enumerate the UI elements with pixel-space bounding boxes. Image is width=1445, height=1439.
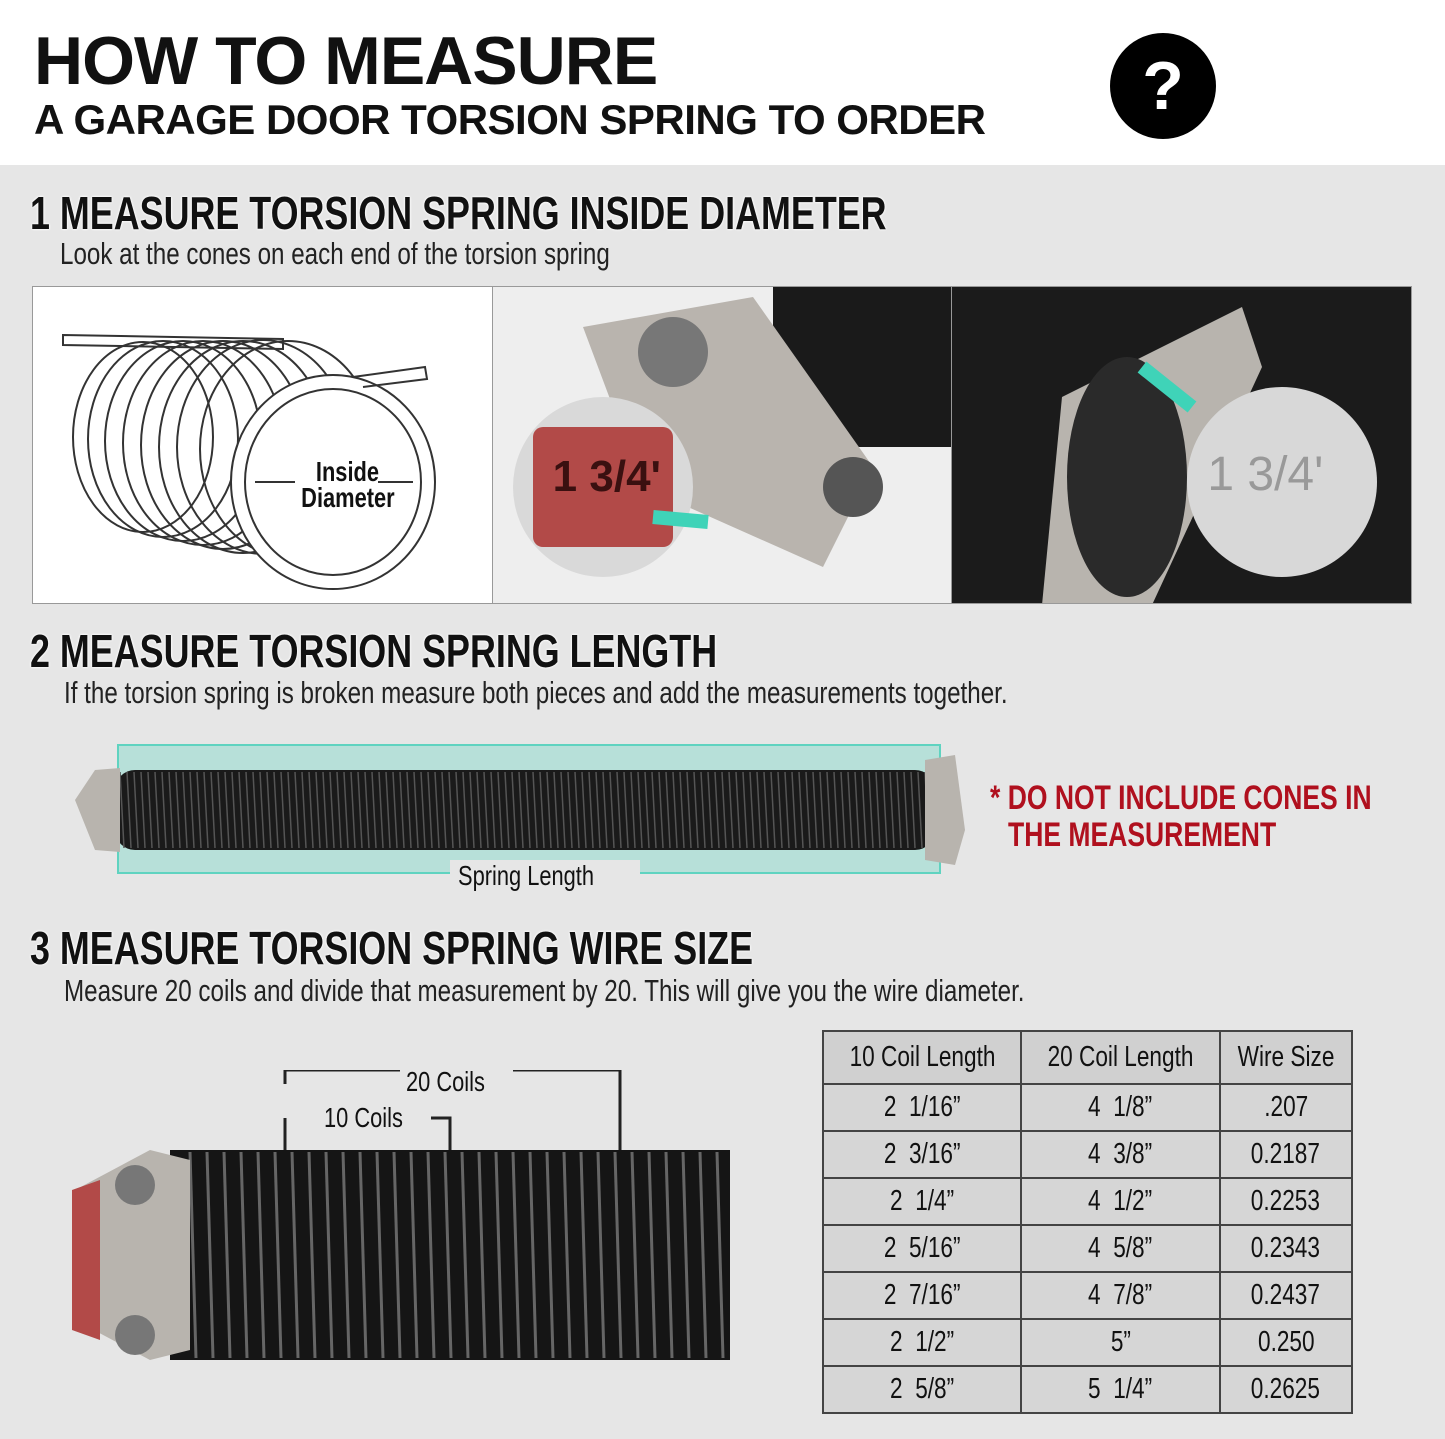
table-cell: 0.2437	[1220, 1272, 1352, 1319]
cones-warning: * DO NOT INCLUDE CONES IN THE MEASUREMENT	[990, 779, 1372, 854]
table-cell: 4 1/2”	[1021, 1178, 1219, 1225]
cone-marking-silver: 1 3/4'	[1207, 448, 1324, 501]
coil-diagram	[33, 287, 493, 603]
coil-diagram-drawing	[33, 287, 492, 603]
table-cell: 5 1/4”	[1021, 1366, 1219, 1413]
table-row	[823, 1178, 1352, 1225]
table-row	[823, 1319, 1352, 1366]
column-header: Wire Size	[1220, 1031, 1352, 1084]
question-mark-icon: ?	[1110, 33, 1216, 139]
table-row	[823, 1225, 1352, 1272]
wire-size-table	[822, 1030, 1353, 1414]
table-cell: 2 5/16”	[823, 1225, 1021, 1272]
step1-title: 1 MEASURE TORSION SPRING INSIDE DIAMETER	[30, 187, 887, 239]
step2-subtitle: If the torsion spring is broken measure both pieces and add the measurements together.	[64, 675, 1008, 710]
table-cell: 0.2625	[1220, 1366, 1352, 1413]
table-cell: 2 1/2”	[823, 1319, 1021, 1366]
table-cell: 2 7/16”	[823, 1272, 1021, 1319]
table-cell: 4 7/8”	[1021, 1272, 1219, 1319]
step3-subtitle: Measure 20 coils and divide that measurement by 20. This will give you the wire diameter.	[64, 973, 1025, 1008]
step1-subtitle: Look at the cones on each end of the torsion spring	[60, 236, 610, 271]
table-row	[823, 1084, 1352, 1131]
step3-title: 3 MEASURE TORSION SPRING WIRE SIZE	[30, 922, 754, 974]
step2-title: 2 MEASURE TORSION SPRING LENGTH	[30, 625, 718, 677]
ten-coils-label: 10 Coils	[318, 1102, 431, 1134]
table-cell: 0.2187	[1220, 1131, 1352, 1178]
table-cell: 2 1/4”	[823, 1178, 1021, 1225]
page-subtitle: A GARAGE DOOR TORSION SPRING TO ORDER	[34, 96, 986, 143]
table-row	[823, 1272, 1352, 1319]
diameter-images	[32, 286, 1412, 604]
table-cell: 2 3/16”	[823, 1131, 1021, 1178]
twenty-coils-label: 20 Coils	[400, 1066, 513, 1098]
table-cell: 4 3/8”	[1021, 1131, 1219, 1178]
cone-marking-red: 1 3/4'	[552, 452, 661, 501]
table-cell: 0.250	[1220, 1319, 1352, 1366]
table-cell: 2 5/8”	[823, 1366, 1021, 1413]
column-header: 20 Coil Length	[1021, 1031, 1219, 1084]
inside-diameter-label: Inside Diameter	[301, 456, 395, 513]
red-cone-photo	[493, 287, 953, 603]
spring-length-image	[60, 740, 980, 880]
table-cell: 4 5/8”	[1021, 1225, 1219, 1272]
table-cell: .207	[1220, 1084, 1352, 1131]
table-row	[823, 1131, 1352, 1178]
table-cell: 4 1/8”	[1021, 1084, 1219, 1131]
table-cell: 0.2253	[1220, 1178, 1352, 1225]
red-cone-image	[493, 287, 953, 603]
table-cell: 0.2343	[1220, 1225, 1352, 1272]
spring-length-label: Spring Length	[450, 860, 640, 892]
column-header: 10 Coil Length	[823, 1031, 1021, 1084]
table-cell: 2 1/16”	[823, 1084, 1021, 1131]
silver-cone-photo	[952, 287, 1411, 603]
table-cell: 5”	[1021, 1319, 1219, 1366]
table-row	[823, 1366, 1352, 1413]
silver-cone-image	[952, 287, 1411, 603]
page-title: HOW TO MEASURE	[34, 23, 658, 99]
table-header-row	[823, 1031, 1352, 1084]
